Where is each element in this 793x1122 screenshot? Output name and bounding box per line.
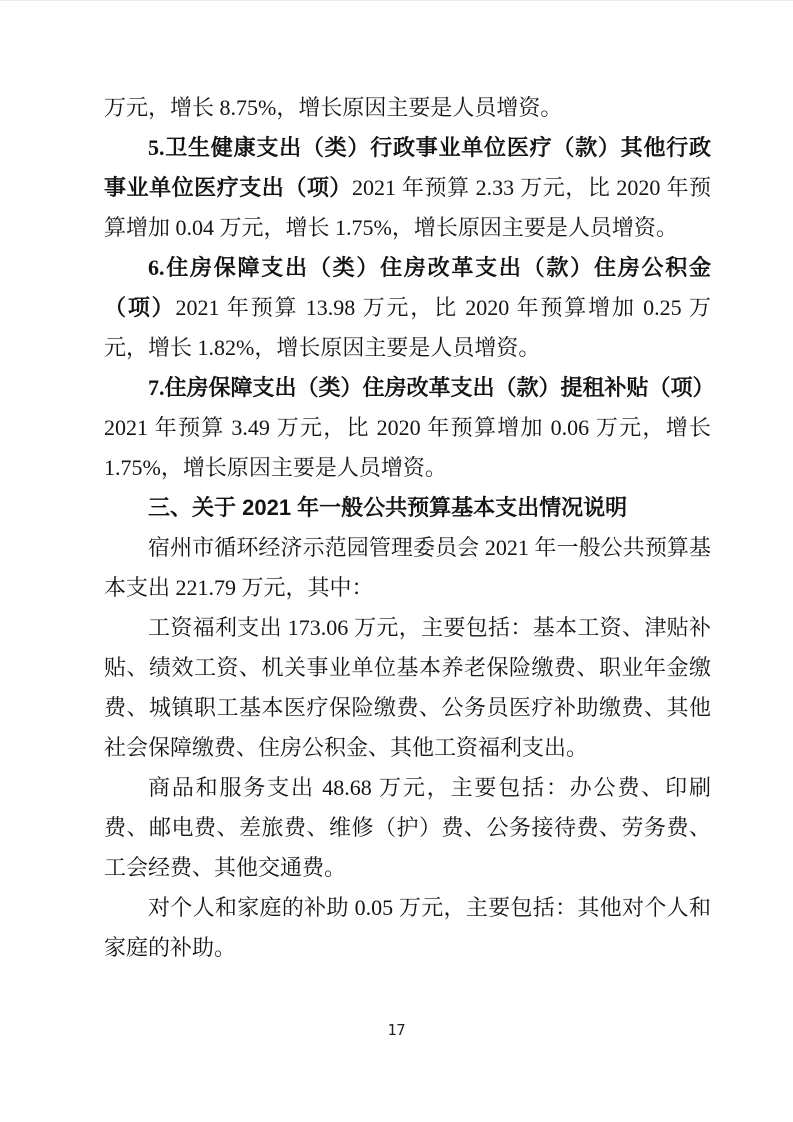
section-3-heading: 三、关于 2021 年一般公共预算基本支出情况说明 <box>148 495 628 520</box>
budget-item-7 <box>104 368 715 488</box>
page-number: 17 <box>387 1021 406 1039</box>
budget-item-6-title: 6.住房保障支出（类）住房改革支出（款）住房公积金（项） <box>104 255 711 320</box>
budget-item-6 <box>104 248 711 368</box>
paragraph-carryover-text: 万元，增长 8.75%，增长原因主要是人员增资。 <box>104 95 563 120</box>
budget-item-6-body: 2021 年预算 13.98 万元，比 2020 年预算增加 0.25 万元，增长 1.82%，增长原因主要是人员增资。 <box>104 295 711 360</box>
budget-item-7-title: 7.住房保障支出（类）住房改革支出（款）提租补贴（项） <box>148 375 715 400</box>
section-3-paragraph-subsidies: 对个人和家庭的补助 0.05 万元，主要包括：其他对个人和家庭的补助。 <box>104 895 711 960</box>
document-body <box>104 88 715 968</box>
paragraph-carryover <box>104 88 711 128</box>
scan-artifact-line <box>0 0 793 1</box>
budget-item-5 <box>104 128 711 248</box>
section-3-paragraph-overview: 宿州市循环经济示范园管理委员会 2021 年一般公共预算基本支出 221.79 万元，其中： <box>104 535 711 600</box>
section-3-paragraph-wages: 工资福利支出 173.06 万元，主要包括：基本工资、津贴补贴、绩效工资、机关事业单位基本养老保险缴费、职业年金缴费、城镇职工基本医疗保险缴费、公务员医疗补助缴费、其他社会保障缴费、住房公积金、其他工资福利支出。 <box>104 615 711 760</box>
budget-item-5-body: 2021 年预算 2.33 万元，比 2020 年预算增加 0.04 万元，增长 1.75%，增长原因主要是人员增资。 <box>104 175 711 240</box>
budget-item-7-body: 2021 年预算 3.49 万元，比 2020 年预算增加 0.06 万元，增长 1.75%，增长原因主要是人员增资。 <box>104 415 711 480</box>
budget-item-5-title: 5.卫生健康支出（类）行政事业单位医疗（款）其他行政事业单位医疗支出（项） <box>104 135 711 200</box>
section-3-paragraph-goods-services: 商品和服务支出 48.68 万元，主要包括：办公费、印刷费、邮电费、差旅费、维修（护）费、公务接待费、劳务费、工会经费、其他交通费。 <box>104 775 711 880</box>
